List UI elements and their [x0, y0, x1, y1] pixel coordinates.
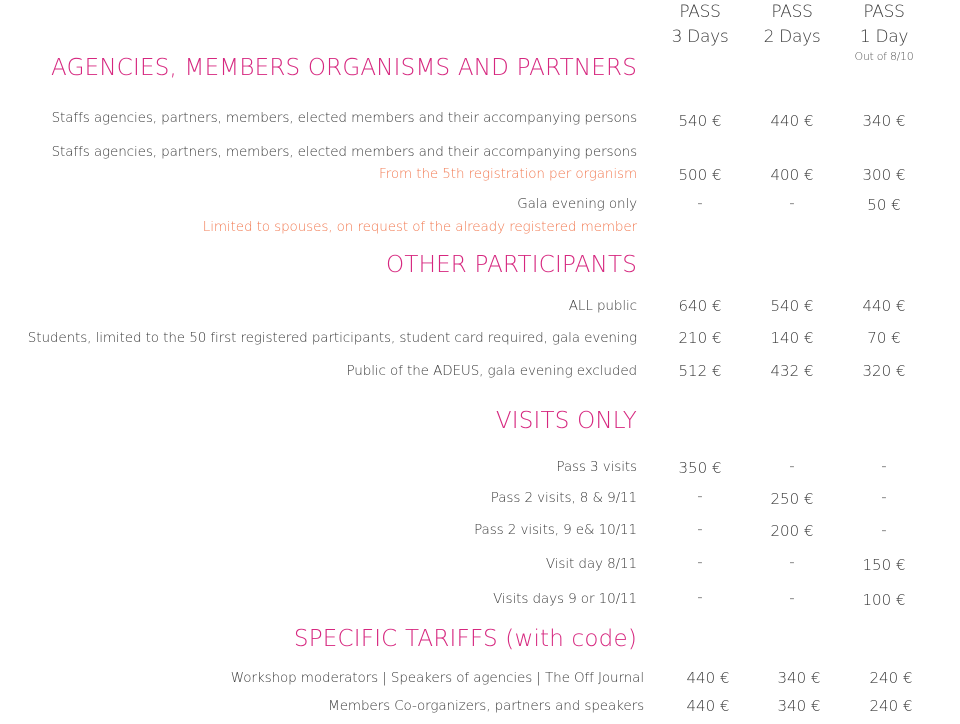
- column-header-line2: 3 Days: [671, 27, 729, 47]
- price-3-days: 540 €: [678, 112, 722, 130]
- section-title-other-participants: OTHER PARTICIPANTS: [386, 252, 637, 278]
- price-2-days: -: [789, 589, 795, 607]
- column-header-line1: PASS: [771, 2, 813, 22]
- price-1-day: -: [881, 457, 887, 475]
- price-2-days: 200 €: [770, 522, 814, 540]
- price-1-day: 240 €: [869, 669, 913, 687]
- price-3-days: 350 €: [678, 459, 722, 477]
- row-label: Gala evening only: [517, 196, 637, 212]
- price-2-days: 250 €: [770, 490, 814, 508]
- row-note: Limited to spouses, on request of the already registered member: [202, 219, 637, 235]
- price-1-day: 240 €: [869, 697, 913, 715]
- price-3-days: 440 €: [686, 697, 730, 715]
- price-1-day: -: [881, 488, 887, 506]
- price-2-days: 540 €: [770, 297, 814, 315]
- row-label: ALL public: [568, 298, 637, 314]
- price-2-days: -: [789, 194, 795, 212]
- price-1-day: 100 €: [862, 591, 906, 609]
- column-header-3-days: [660, 0, 740, 50]
- price-2-days: 340 €: [777, 669, 821, 687]
- price-3-days: 440 €: [686, 669, 730, 687]
- column-header-2-days: [752, 0, 832, 50]
- price-2-days: 400 €: [770, 166, 814, 184]
- row-label: Staffs agencies, partners, members, elected members and their accompanying persons: [51, 110, 637, 126]
- price-3-days: -: [697, 553, 703, 571]
- price-2-days: 140 €: [770, 329, 814, 347]
- section-title-agencies: AGENCIES, MEMBERS ORGANISMS AND PARTNERS: [51, 55, 637, 81]
- row-label: Visit day 8/11: [545, 556, 637, 572]
- column-header-line1: PASS: [679, 2, 721, 22]
- price-3-days: -: [697, 520, 703, 538]
- price-1-day: -: [881, 521, 887, 539]
- column-header-note: Out of 8/10: [854, 50, 914, 63]
- price-2-days: 340 €: [777, 697, 821, 715]
- column-header-line2: 1 Day: [859, 27, 909, 47]
- price-2-days: 440 €: [770, 112, 814, 130]
- column-header-1-day: [844, 0, 924, 64]
- price-2-days: -: [789, 553, 795, 571]
- column-header-line2: 2 Days: [763, 27, 821, 47]
- price-2-days: -: [789, 457, 795, 475]
- row-label: Public of the ADEUS, gala evening excluded: [346, 363, 637, 379]
- row-label: Pass 2 visits, 9 e& 10/11: [474, 522, 637, 538]
- price-1-day: 50 €: [867, 196, 901, 214]
- row-label: Staffs agencies, partners, members, elected members and their accompanying persons: [51, 144, 637, 160]
- price-3-days: 210 €: [678, 329, 722, 347]
- price-3-days: -: [697, 487, 703, 505]
- price-2-days: 432 €: [770, 362, 814, 380]
- price-3-days: -: [697, 194, 703, 212]
- price-3-days: 640 €: [678, 297, 722, 315]
- price-1-day: 340 €: [862, 112, 906, 130]
- price-1-day: 320 €: [862, 362, 906, 380]
- row-label: Workshop moderators | Speakers of agencies | The Off Journal: [230, 670, 644, 686]
- row-label: Visits days 9 or 10/11: [493, 591, 637, 607]
- price-1-day: 300 €: [862, 166, 906, 184]
- price-3-days: 512 €: [678, 362, 722, 380]
- row-label: Members Co-organizers, partners and speakers: [328, 698, 644, 714]
- section-title-visits-only: VISITS ONLY: [495, 408, 637, 434]
- price-3-days: 500 €: [678, 166, 722, 184]
- column-header-line1: PASS: [863, 2, 905, 22]
- row-note: From the 5th registration per organism: [379, 166, 637, 182]
- price-1-day: 440 €: [862, 297, 906, 315]
- price-3-days: -: [697, 588, 703, 606]
- row-label: Students, limited to the 50 first registered participants, student card required, gala evening: [27, 330, 637, 346]
- row-label: Pass 3 visits: [556, 459, 637, 475]
- price-1-day: 70 €: [867, 329, 901, 347]
- row-label: Pass 2 visits, 8 & 9/11: [490, 490, 637, 506]
- price-1-day: 150 €: [862, 556, 906, 574]
- section-title-specific-tariffs: SPECIFIC TARIFFS (with code): [293, 626, 637, 652]
